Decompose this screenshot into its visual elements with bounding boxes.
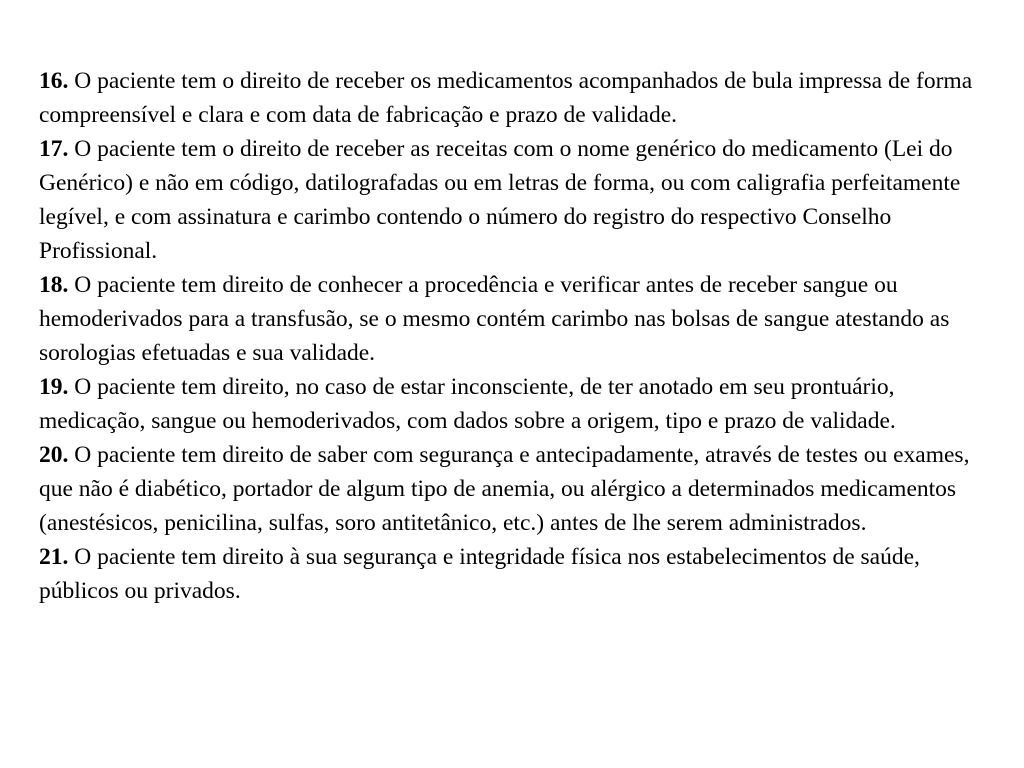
list-item-16: [39, 64, 984, 132]
item-number: 17.: [39, 136, 69, 162]
item-number: 18.: [39, 272, 69, 298]
item-text: O paciente tem o direito de receber as receitas com o nome genérico do medicamento (Lei do Genérico) e não em código, datilografadas ou em letras de forma, ou com caligrafia perfeitamente legível, e com assinatura e carimbo contendo o número do registro do respectivo Conselho Profissional.: [39, 136, 961, 264]
item-text: O paciente tem o direito de receber os medicamentos acompanhados de bula impressa de forma compreensível e clara e com data de fabricação e prazo de validade.: [39, 68, 973, 128]
item-text: O paciente tem direito de saber com segurança e antecipadamente, através de testes ou exames, que não é diabético, portador de algum tipo de anemia, ou alérgico a determinados medicamentos (anestésicos, penicilina, sulfas, soro antitetânico, etc.) antes de lhe serem administrados.: [39, 442, 970, 536]
list-item-18: [39, 268, 984, 370]
list-item-17: [39, 132, 984, 268]
item-number: 16.: [39, 68, 69, 94]
list-item-19: [39, 370, 984, 438]
list-item-21: [39, 540, 984, 608]
item-number: 20.: [39, 442, 69, 468]
item-text: O paciente tem direito à sua segurança e integridade física nos estabelecimentos de saúde, públicos ou privados.: [39, 544, 920, 604]
item-number: 21.: [39, 544, 69, 570]
item-text: O paciente tem direito, no caso de estar inconsciente, de ter anotado em seu prontuário, medicação, sangue ou hemoderivados, com dados sobre a origem, tipo e prazo de validade.: [39, 374, 896, 434]
item-text: O paciente tem direito de conhecer a procedência e verificar antes de receber sangue ou hemoderivados para a transfusão, se o mesmo contém carimbo nas bolsas de sangue atestando as sorologias efetuadas e sua validade.: [39, 272, 950, 366]
item-number: 19.: [39, 374, 69, 400]
list-item-20: [39, 438, 984, 540]
